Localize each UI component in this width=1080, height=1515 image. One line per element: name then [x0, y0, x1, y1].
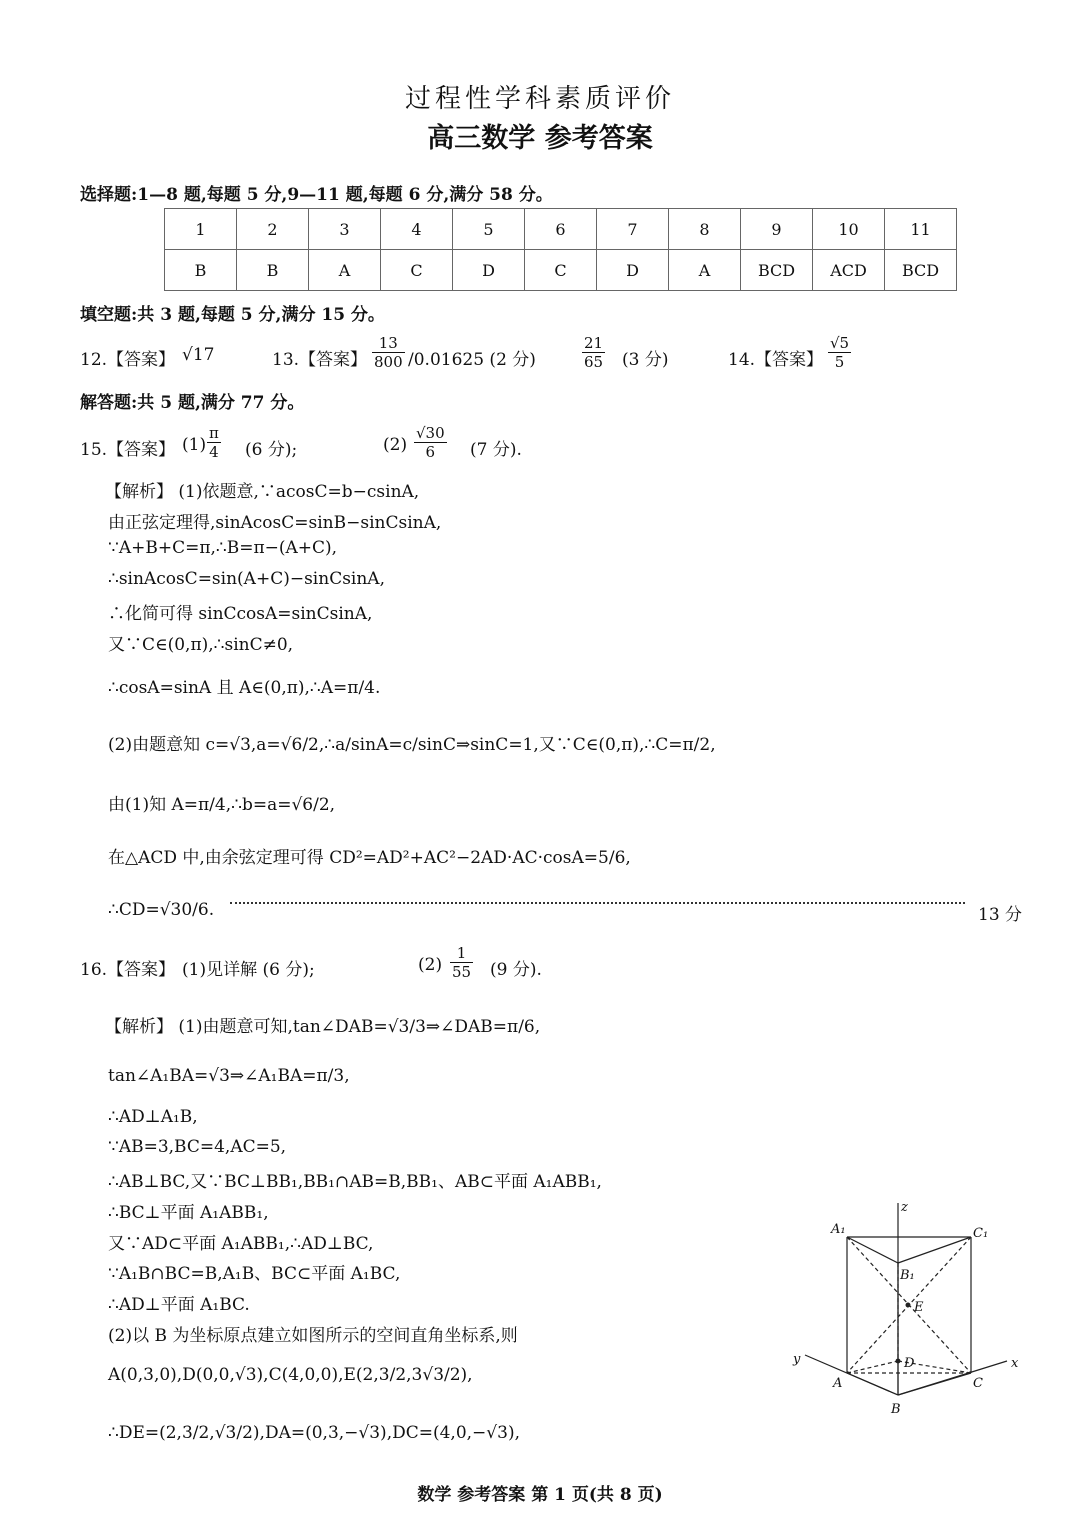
q16-line: (2)以 B 为坐标原点建立如图所示的空间直角坐标系,则: [108, 1326, 518, 1346]
table-cell-number: 5: [453, 209, 525, 250]
figure-label: E: [914, 1300, 924, 1315]
table-cell-answer: BCD: [741, 250, 813, 291]
q16-label: 16.【答案】: [80, 960, 176, 980]
q12-answer: √17: [182, 345, 215, 365]
q15-line: ∴化简可得 sinCcosA=sinCsinA,: [108, 604, 373, 624]
q15-line: 由(1)知 A=π/4,∴b=a=√6/2,: [108, 795, 336, 815]
q16-line: ∴AB⊥BC,又∵BC⊥BB₁,BB₁∩AB=B,BB₁、AB⊂平面 A₁ABB₁,: [108, 1172, 602, 1192]
q16-line: ∴BC⊥平面 A₁ABB₁,: [108, 1203, 269, 1223]
figure-label: B: [891, 1402, 901, 1417]
table-cell-number: 11: [885, 209, 957, 250]
table-cell-answer: ACD: [813, 250, 885, 291]
table-cell-answer: D: [597, 250, 669, 291]
q15-p1: (1): [182, 435, 207, 455]
q13-fraction: $\frac{13}{800}$: [374, 334, 403, 371]
table-row-numbers: [165, 209, 957, 250]
q15-line: 又∵C∈(0,π),∴sinC≠0,: [108, 635, 294, 655]
answer-table: [164, 208, 957, 291]
figure-label: B₁: [900, 1268, 915, 1283]
table-cell-number: 9: [741, 209, 813, 250]
table-cell-answer: B: [237, 250, 309, 291]
q13b-tail: (3 分): [622, 350, 669, 370]
q16-line: 【解析】 (1)由题意可知,tan∠DAB=√3/3⇒∠DAB=π/6,: [105, 1017, 541, 1037]
section-choice: 选择题:1—8 题,每题 5 分,9—11 题,每题 6 分,满分 58 分。: [80, 185, 553, 205]
q15-line: ∴sinAcosC=sin(A+C)−sinCsinA,: [108, 569, 385, 589]
q13b-fraction: $\frac{21}{65}$: [584, 334, 604, 371]
table-cell-answer: A: [669, 250, 741, 291]
q15-p2-fraction: $\frac{√30}{6}$: [416, 424, 445, 461]
q16-line: ∵A₁B∩BC=B,A₁B、BC⊂平面 A₁BC,: [108, 1264, 401, 1284]
q16-line: tan∠A₁BA=√3⇒∠A₁BA=π/3,: [108, 1066, 350, 1086]
table-row-answers: [165, 250, 957, 291]
dotted-leader: [230, 902, 965, 904]
q14-fraction: $\frac{√5}{5}$: [830, 334, 850, 371]
q16-line: ∴AD⊥A₁B,: [108, 1107, 198, 1127]
table-cell-number: 10: [813, 209, 885, 250]
q12-label: 12.【答案】: [80, 350, 176, 370]
figure-label: D: [904, 1356, 915, 1371]
q16-line: A(0,3,0),D(0,0,√3),C(4,0,0),E(2,3/2,3√3/2),: [108, 1365, 473, 1385]
table-cell-number: 8: [669, 209, 741, 250]
q16-p2-fraction: $\frac{1}{55}$: [452, 944, 472, 981]
page-footer: 数学 参考答案 第 1 页(共 8 页): [417, 1485, 663, 1505]
q15-p2: (2): [383, 435, 408, 455]
table-cell-number: 2: [237, 209, 309, 250]
q14-label: 14.【答案】: [728, 350, 824, 370]
q15-score: 13 分: [978, 905, 1023, 925]
q15-p1-fraction: $\frac{\pi}{4}$: [209, 424, 219, 461]
q13-tail: /0.01625 (2 分): [408, 350, 536, 370]
figure-label: A: [833, 1376, 843, 1391]
table-cell-number: 3: [309, 209, 381, 250]
table-cell-number: 6: [525, 209, 597, 250]
table-cell-answer: A: [309, 250, 381, 291]
prism-figure: [785, 1195, 1025, 1420]
figure-label: C₁: [973, 1226, 989, 1241]
q15-line: 由正弦定理得,sinAcosC=sinB−sinCsinA,: [108, 513, 442, 533]
q15-p2-score: (7 分).: [470, 440, 522, 460]
figure-label: z: [901, 1200, 908, 1215]
q15-p1-score: (6 分);: [245, 440, 298, 460]
q15-line: 【解析】 (1)依题意,∵acosC=b−csinA,: [105, 482, 420, 502]
q16-p1: (1)见详解 (6 分);: [182, 960, 315, 980]
q15-line: ∵A+B+C=π,∴B=π−(A+C),: [108, 538, 338, 558]
q15-line: (2)由题意知 c=√3,a=√6/2,∴a/sinA=c/sinC⇒sinC=1,又∵C∈(0,π),∴C=π/2,: [108, 735, 716, 755]
figure-label: C: [973, 1376, 983, 1391]
table-cell-number: 7: [597, 209, 669, 250]
table-cell-number: 4: [381, 209, 453, 250]
table-cell-answer: C: [381, 250, 453, 291]
doc-title: 高三数学 参考答案: [427, 123, 653, 154]
q16-p2: (2): [418, 955, 443, 975]
q15-label: 15.【答案】: [80, 440, 176, 460]
table-cell-answer: C: [525, 250, 597, 291]
section-fill: 填空题:共 3 题,每题 5 分,满分 15 分。: [80, 305, 385, 325]
q15-line: ∴CD=√30/6.: [108, 900, 215, 920]
q16-line: ∴DE=(2,3/2,√3/2),DA=(0,3,−√3),DC=(4,0,−√3),: [108, 1423, 520, 1443]
figure-label: x: [1011, 1356, 1019, 1371]
table-cell-answer: BCD: [885, 250, 957, 291]
section-solve: 解答题:共 5 题,满分 77 分。: [80, 393, 305, 413]
y-axis: [805, 1355, 898, 1395]
doc-subtitle: 过程性学科素质评价: [404, 84, 675, 114]
q16-line: ∵AB=3,BC=4,AC=5,: [108, 1137, 287, 1157]
q16-line: ∴AD⊥平面 A₁BC.: [108, 1295, 250, 1315]
q16-p2-score: (9 分).: [490, 960, 542, 980]
table-cell-answer: D: [453, 250, 525, 291]
table-cell-answer: B: [165, 250, 237, 291]
figure-label: y: [793, 1352, 801, 1367]
table-cell-number: 1: [165, 209, 237, 250]
q15-line: 在△ACD 中,由余弦定理可得 CD²=AD²+AC²−2AD·AC·cosA=5/6,: [108, 848, 631, 868]
q13-label: 13.【答案】: [272, 350, 368, 370]
figure-label: A₁: [831, 1222, 846, 1237]
q16-line: 又∵AD⊂平面 A₁ABB₁,∴AD⊥BC,: [108, 1234, 374, 1254]
q15-line: ∴cosA=sinA 且 A∈(0,π),∴A=π/4.: [108, 678, 381, 698]
